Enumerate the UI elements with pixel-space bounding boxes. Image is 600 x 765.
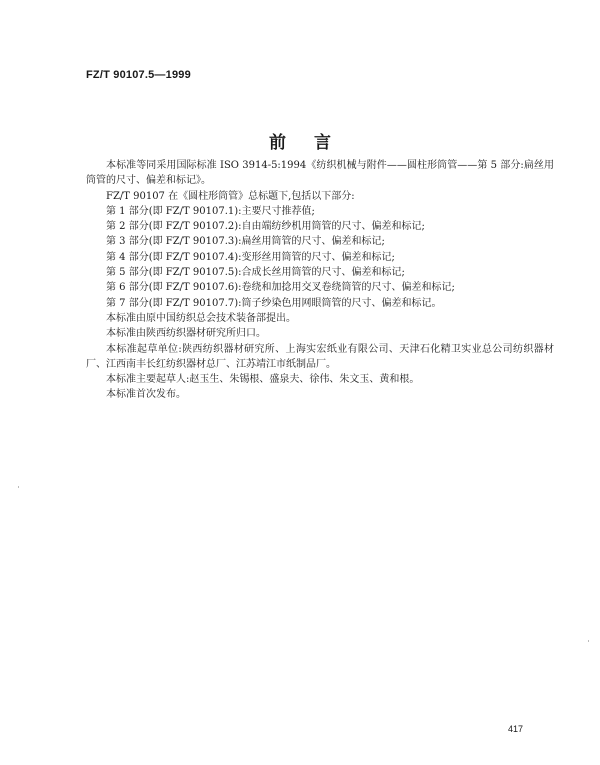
paragraph-part-6: 第 6 部分(即 FZ/T 90107.6):卷绕和加捻用交叉卷绕筒管的尺寸、偏差和标记;	[106, 282, 455, 294]
body-text	[86, 158, 554, 403]
paragraph-scope: 本标准等同采用国际标准 ISO 3914-5:1994《纺织机械与附件——圆柱形筒管——第 5 部分:扁丝用筒管的尺寸、偏差和标记》。	[86, 160, 554, 187]
paragraph-part-3: 第 3 部分(即 FZ/T 90107.3):扁丝用筒管的尺寸、偏差和标记;	[106, 236, 385, 248]
paragraph-centralized-by: 本标准由陕西纺织器材研究所归口。	[106, 328, 266, 340]
paragraph-drafters: 本标准主要起草人:赵玉生、朱锡根、盛泉夫、徐伟、朱文玉、黄和根。	[106, 374, 420, 386]
document-code: FZ/T 90107.5—1999	[86, 69, 191, 81]
paragraph-drafting-units: 本标准起草单位:陕西纺织器材研究所、上海实宏纸业有限公司、天津石化精卫实业总公司纺织器材厂、江西南丰长红纺织器材总厂、江苏靖江市纸制品厂。	[86, 343, 554, 370]
paragraph-part-2: 第 2 部分(即 FZ/T 90107.2):自由端纺纱机用筒管的尺寸、偏差和标记;	[106, 221, 425, 233]
paragraph-part-1: 第 1 部分(即 FZ/T 90107.1):主要尺寸推荐值;	[106, 205, 315, 217]
page-title: 前言	[269, 133, 359, 153]
paragraph-part-4: 第 4 部分(即 FZ/T 90107.4):变形丝用筒管的尺寸、偏差和标记;	[106, 251, 395, 263]
scan-speck	[588, 640, 589, 642]
paragraph-part-7: 第 7 部分(即 FZ/T 90107.7):筒子纱染色用网眼筒管的尺寸、偏差和标记。	[106, 297, 442, 309]
paragraph-parts-intro: FZ/T 90107 在《圆柱形筒管》总标题下,包括以下部分:	[106, 190, 355, 202]
scan-speck	[18, 486, 19, 488]
paragraph-proposer: 本标准由原中国纺织总会技术装备部提出。	[106, 312, 296, 324]
paragraph-first-release: 本标准首次发布。	[106, 389, 186, 401]
paragraph-part-5: 第 5 部分(即 FZ/T 90107.5):合成长丝用筒管的尺寸、偏差和标记;	[106, 267, 405, 279]
page-number: 417	[508, 724, 524, 734]
